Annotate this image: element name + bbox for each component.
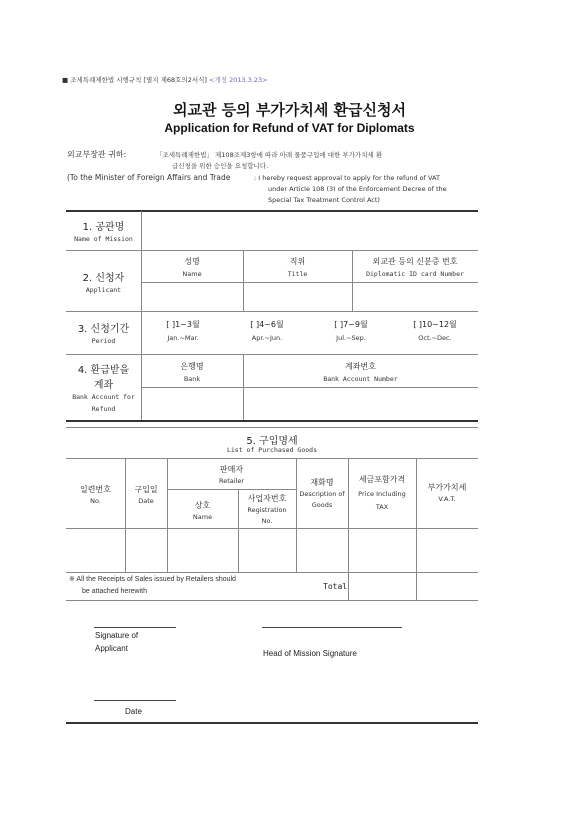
price-incl-tax-header-en-2: TAX [375, 503, 389, 511]
price-incl-tax-header-en-1: Price Including [358, 490, 406, 498]
applicant-label-en: Applicant [85, 286, 122, 294]
receipts-note-line2: be attached herewith [82, 588, 147, 595]
applicant-name-header-en: Name [182, 270, 202, 278]
divider [66, 572, 478, 573]
applicant-title-field[interactable] [245, 284, 351, 310]
period-option-q1[interactable] [141, 319, 225, 342]
divider [66, 311, 478, 312]
retailer-header: 판매자 [219, 465, 244, 474]
purchased-goods-label: 5. 구입명세 [246, 436, 298, 447]
period-q3-label: [ ]7~9월 [334, 320, 368, 329]
mission-name-label-en: Name of Mission [74, 235, 133, 243]
goods-description-header-en-2: Goods [311, 501, 333, 509]
retailer-header-en: Retailer [218, 477, 245, 485]
period-q4-label: [ ]10~12월 [413, 320, 457, 329]
bullet-icon: ■ [62, 76, 69, 84]
total-label: Total [323, 582, 348, 591]
period-option-q2[interactable] [225, 319, 309, 342]
diplomatic-id-field[interactable] [354, 284, 477, 310]
purchase-date-header-en: Date [138, 497, 154, 505]
period-q2-label-en: Apr.~Jun. [251, 334, 283, 342]
purchase-date-header: 구입일 [134, 485, 158, 494]
bank-name-header-en: Bank [183, 375, 201, 383]
bank-account-label-en-1: Bank Account for [72, 393, 135, 401]
divider [66, 528, 478, 529]
title-english: Application for Refund of VAT for Diplomats [164, 121, 415, 135]
bank-account-label-en-2: Refund [91, 405, 116, 413]
total-price-field[interactable] [350, 574, 415, 599]
applicant-title-header: 직위 [289, 257, 306, 266]
bank-name-field[interactable] [143, 389, 242, 419]
date-line[interactable] [94, 700, 176, 701]
diplomatic-id-header: 외교관 등의 신분증 번호 [372, 257, 458, 266]
period-q4-label-en: Oct.~Dec. [418, 334, 452, 342]
addressee-english: (To the Minister of Foreign Affairs and Trade [67, 173, 231, 182]
divider [141, 211, 142, 250]
applicant-signature-line[interactable] [94, 627, 176, 628]
bank-name-header: 은행명 [180, 362, 204, 371]
bank-account-label-1: 4. 환급받을 [77, 365, 130, 376]
request-english-line3: Special Tax Treatment Control Act) [268, 196, 380, 204]
price-incl-tax-header: 세금포함가격 [358, 475, 406, 484]
goods-description-header: 재화명 [310, 478, 334, 487]
request-english-line2: under Article 108 (3) of the Enforcement Decree of the [268, 185, 447, 193]
shop-name-header: 상호 [194, 501, 211, 510]
request-korean-line1: 「조세특례제한법」 제108조제3항에 따라 아래 물품구입에 대한 부가가치세 환 [156, 151, 383, 159]
divider [66, 354, 478, 355]
form-reference-text: 조세특례제한법 시행규칙 [별지 제68호의2서식] [70, 76, 207, 84]
period-option-q3[interactable] [309, 319, 393, 342]
head-signature-line[interactable] [262, 627, 402, 628]
shop-name-header-en: Name [192, 513, 213, 521]
revision-note: <개정 2013.3.23> [209, 76, 268, 84]
total-vat-field[interactable] [418, 574, 477, 599]
divider [66, 427, 478, 428]
period-option-q4[interactable] [393, 319, 477, 342]
applicant-name-header: 성명 [184, 257, 200, 266]
registration-no-header-en-1: Registration [247, 506, 287, 514]
period-q1-label-en: Jan.~Mar. [167, 334, 199, 342]
vat-header: 부가가치세 [427, 483, 467, 492]
applicant-name-field[interactable] [143, 284, 242, 310]
purchased-goods-label-en: List of Purchased Goods [226, 446, 317, 454]
period-q2-label: [ ]4~6월 [250, 320, 284, 329]
serial-no-header: 일련번호 [80, 485, 111, 494]
request-english-line1: : I hereby request approval to apply for the refund of VAT [254, 174, 440, 182]
form-reference [62, 75, 268, 84]
divider [66, 420, 478, 422]
divider [416, 458, 417, 600]
mission-name-label: 1. 공관명 [82, 222, 125, 233]
divider [167, 489, 296, 490]
period-q3-label-en: Jul.~Sep. [336, 334, 366, 342]
registration-no-header-en-2: No. [261, 517, 273, 525]
registration-no-header: 사업자번호 [247, 494, 287, 503]
applicant-signature-label-2: Applicant [95, 644, 128, 653]
form-bottom-border [66, 722, 478, 724]
head-signature-label: Head of Mission Signature [263, 649, 357, 658]
period-q1-label: [ ]1~3월 [166, 320, 200, 329]
date-label: Date [125, 707, 142, 716]
applicant-signature-label-1: Signature of [95, 631, 139, 640]
bank-account-label-2: 계좌 [93, 380, 114, 391]
account-number-header: 계좌번호 [345, 362, 376, 371]
title-korean: 외교관 등의 부가가치세 환급신청서 [172, 101, 407, 119]
diplomatic-id-header-en: Diplomatic ID card Number [366, 270, 464, 278]
mission-name-field[interactable] [143, 212, 477, 249]
request-korean-line2: 급신청을 위한 승인을 요청합니다. [172, 162, 269, 170]
vat-header-en: V.A.T. [438, 495, 456, 503]
period-label: 3. 신청기간 [77, 324, 130, 335]
applicant-label: 2. 신청자 [82, 273, 125, 284]
goods-description-header-en-1: Description of [299, 490, 345, 498]
divider [141, 282, 478, 283]
table-row[interactable] [67, 530, 477, 571]
applicant-title-header-en: Title [287, 270, 308, 278]
period-label-en: Period [91, 337, 116, 345]
divider [66, 250, 478, 251]
account-number-field[interactable] [245, 389, 477, 419]
addressee-korean: 외교부장관 귀하: [67, 150, 127, 159]
divider [141, 387, 478, 388]
serial-no-header-en: No. [90, 497, 101, 505]
account-number-header-en: Bank Account Number [323, 375, 398, 383]
divider [66, 600, 478, 601]
receipts-note-line1: ※ All the Receipts of Sales issued by Retailers should [69, 576, 236, 583]
